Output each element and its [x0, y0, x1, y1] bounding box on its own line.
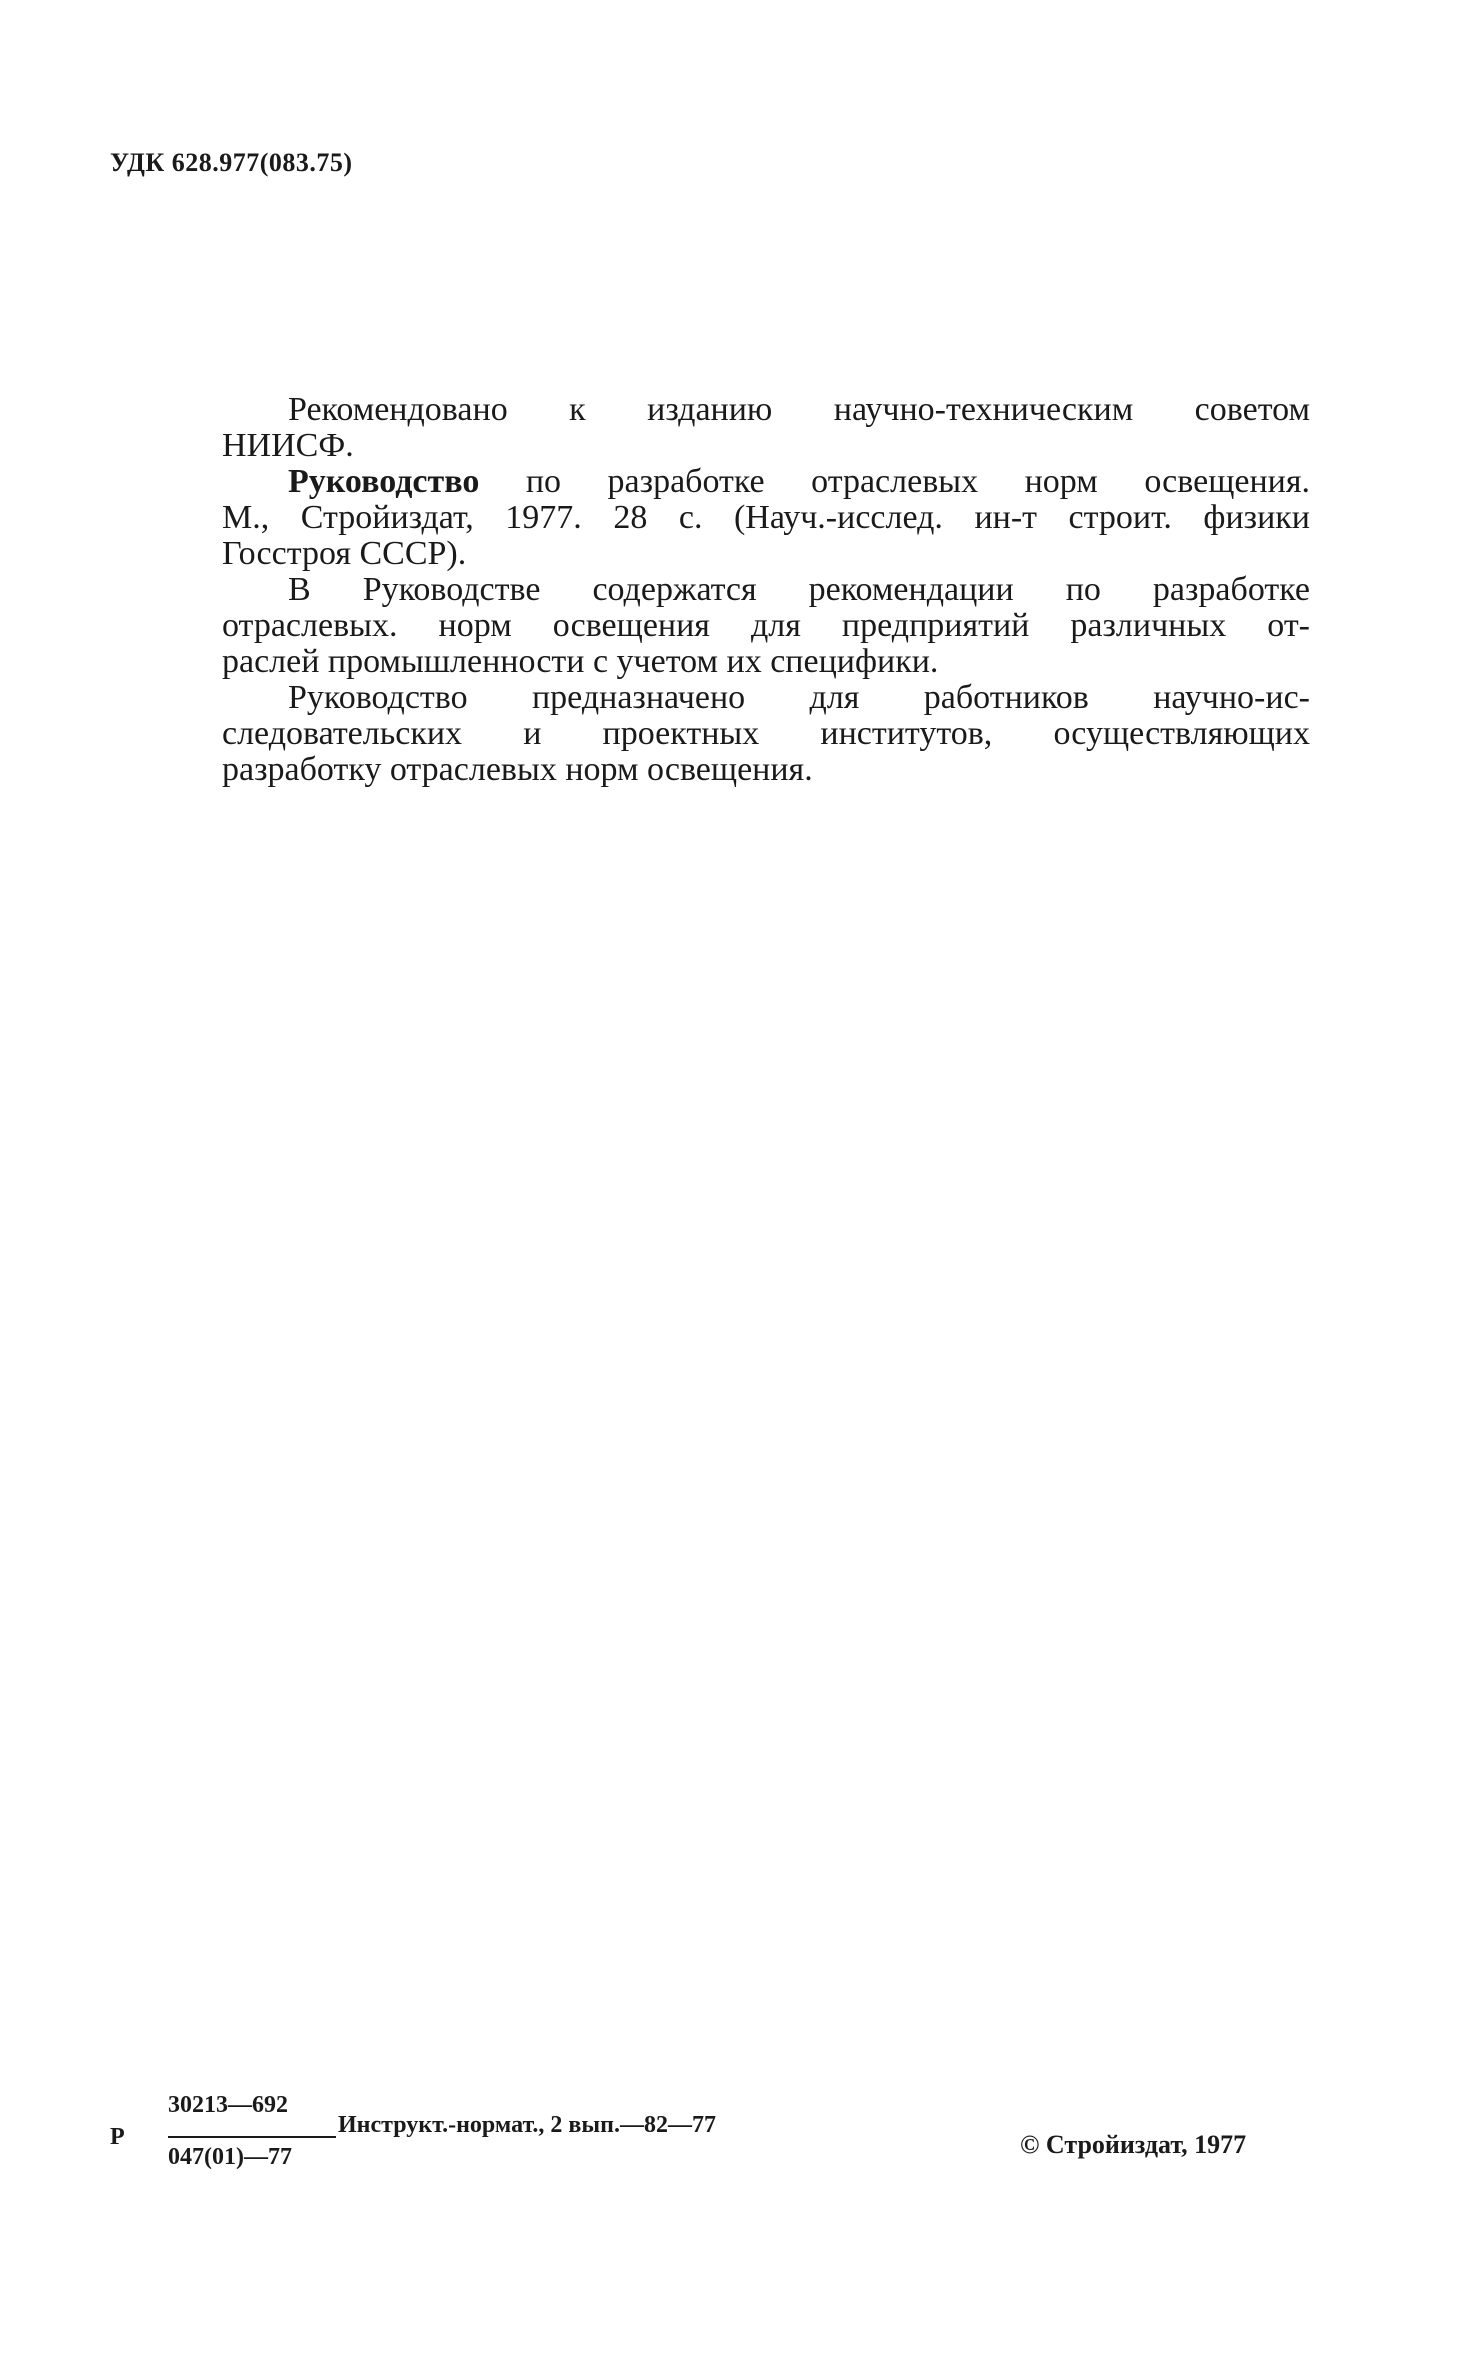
- audience-line-1: Руководство предназначено для работников научно-ис-: [288, 679, 1310, 716]
- audience-paragraph: [222, 680, 1310, 788]
- abstract: [222, 392, 1310, 788]
- bibliographic-line-3: Госстроя СССР).: [222, 535, 467, 572]
- content-line-1: В Руководстве содержатся рекомендации по разработке: [288, 571, 1310, 608]
- recommendation-paragraph: [222, 392, 1310, 464]
- bibliographic-line-1-rest: по разработке отраслевых норм освещения.: [479, 463, 1310, 500]
- copyright-notice: © Стройиздат, 1977: [1020, 2130, 1247, 2159]
- bibliographic-line-2: М., Стройиздат, 1977. 28 с. (Науч.-исслед. ин-т строит. физики: [222, 499, 1310, 536]
- bibliographic-paragraph: [222, 464, 1310, 572]
- content-line-2: отраслевых. норм освещения для предприятий различных от-: [222, 607, 1310, 644]
- imprint-denominator: 047(01)—77: [168, 2144, 292, 2170]
- book-title: Руководство: [288, 463, 480, 500]
- imprint-block: [110, 2076, 1310, 2186]
- recommendation-line-2: НИИСФ.: [222, 427, 354, 464]
- imprint-series: Инструкт.-нормат., 2 вып.—82—77: [338, 2112, 716, 2138]
- content-paragraph: [222, 572, 1310, 680]
- imprint-letter: Р: [110, 2124, 125, 2150]
- imprint-numerator: 30213—692: [168, 2092, 288, 2118]
- udk-code: УДК 628.977(083.75): [110, 148, 353, 177]
- content-line-3: раслей промышленности с учетом их специфики.: [222, 643, 939, 680]
- audience-line-2: следовательских и проектных институтов, осуществляющих: [222, 715, 1310, 752]
- audience-line-3: разработку отраслевых норм освещения.: [222, 751, 813, 788]
- recommendation-line-1: Рекомендовано к изданию научно-техническим советом: [288, 391, 1310, 428]
- bibliographic-line-1: [222, 464, 1310, 500]
